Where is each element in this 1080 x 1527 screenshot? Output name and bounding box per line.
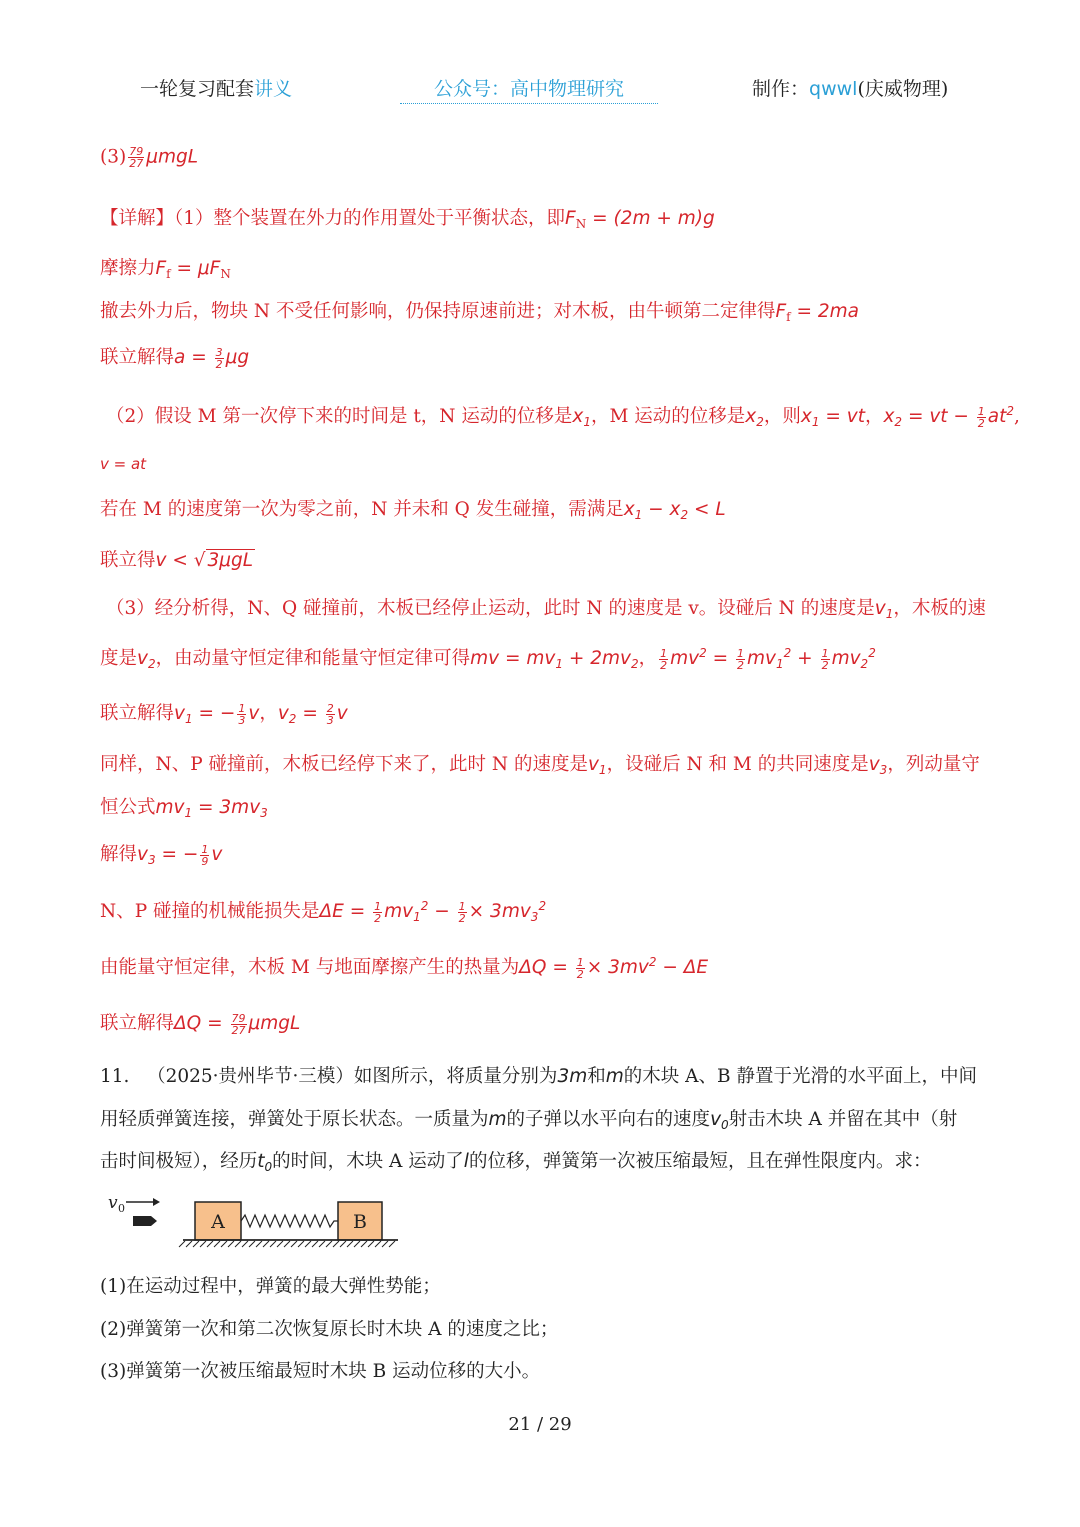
spring-block-diagram xyxy=(105,1192,405,1256)
hatch-mark xyxy=(263,1241,269,1247)
p3-e: 恒公式 xyxy=(100,797,156,818)
detail-l3-math2: = 2ma xyxy=(790,301,859,322)
detail-l2-text: 摩擦力 xyxy=(100,258,156,279)
header-left-suffix: 讲义 xyxy=(254,78,293,100)
detail-l1-sub: N xyxy=(575,217,587,231)
hatch-mark xyxy=(179,1241,185,1247)
detail-line-2 xyxy=(100,254,231,281)
hatch-mark xyxy=(361,1241,367,1247)
hatch-mark xyxy=(284,1241,290,1247)
header-right-brand: qwwl xyxy=(809,78,858,100)
part3-line-3: 联立解得$v_1$ = − $\frac{1}{3}$ v，$v_2$ = $\frac{2}{3}$ v xyxy=(100,701,348,727)
hatch-mark xyxy=(298,1241,304,1247)
arrow-head-icon xyxy=(153,1198,160,1206)
detail-line-4 xyxy=(100,343,249,370)
p2-c: ，则 xyxy=(763,406,801,427)
q2a: 用轻质弹簧连接，弹簧处于原长状态。一质量为 xyxy=(100,1109,489,1130)
part2-line-3: 若在 M 的速度第一次为零之前，N 并未和 Q 发生碰撞，需满足$x_1 - x_2 < L$ xyxy=(100,499,726,522)
hatch-mark xyxy=(214,1241,220,1247)
p2-f: 若在 M 的速度第一次为零之前，N 并未和 Q 发生碰撞，需满足 xyxy=(100,499,624,520)
hatch-mark xyxy=(235,1241,241,1247)
q1c: 的木块 A、B 静置于光滑的水平面上，中间 xyxy=(623,1066,977,1087)
hatch-mark xyxy=(319,1241,325,1247)
hatch-mark xyxy=(200,1241,206,1247)
p2-g: 联立得 xyxy=(100,550,156,571)
sub-question-1: (1)在运动过程中，弹簧的最大弹性势能； xyxy=(100,1276,441,1297)
hatch-mark xyxy=(291,1241,297,1247)
q1b: 和 xyxy=(587,1066,606,1087)
p3-b2: ，由动量守恒定律和能量守恒定律可得 xyxy=(155,648,471,669)
detail-l1-text: （1）整个装置在外力的作用置处于平衡状态，即 xyxy=(174,208,566,229)
frac-den: 27 xyxy=(129,157,144,170)
part2-line-2 xyxy=(100,455,146,473)
answer-3-fraction xyxy=(128,146,144,169)
hatch-mark xyxy=(228,1241,234,1247)
question-source: （2025·贵州毕节·三模）如图所示，将质量分别为 xyxy=(147,1066,558,1087)
answer-3-label: (3) xyxy=(100,146,127,168)
header-middle: 公众号：高中物理研究 xyxy=(400,74,658,104)
hatch-mark xyxy=(312,1241,318,1247)
hatch-mark xyxy=(347,1241,353,1247)
hatch-mark xyxy=(193,1241,199,1247)
p2-b: ，M 运动的位移是 xyxy=(590,406,746,427)
p3-b: 度是 xyxy=(100,648,138,669)
hatch-mark xyxy=(270,1241,276,1247)
frac-den: 2 xyxy=(215,357,223,371)
hatch-mark xyxy=(368,1241,374,1247)
detail-l4-math: a = xyxy=(174,347,213,368)
q3c: 的位移，弹簧第一次被压缩最短，且在弹性限度内。求： xyxy=(468,1151,932,1172)
p3-d: 同样，N、P 碰撞前，木板已经停下来了，此时 N 的速度是 xyxy=(100,754,588,775)
bullet-icon xyxy=(133,1216,157,1226)
question-line-1: 11. （2025·贵州毕节·三模）如图所示，将质量分别为3m和m的木块 A、B 静置于光滑的水平面上，中间 xyxy=(100,1066,977,1087)
block-b-label: B xyxy=(353,1211,367,1233)
q3b: 的时间，木块 A 运动了 xyxy=(272,1151,464,1172)
hatch-mark xyxy=(333,1241,339,1247)
velocity-label: v xyxy=(108,1193,118,1213)
detail-line-3 xyxy=(100,297,859,324)
hatch-mark xyxy=(249,1241,255,1247)
part2-line-1: （2）假设 M 第一次停下来的时间是 t，N 运动的位移是$x_1$，M 运动的位移是$x_2$，则$x_1$ = vt，$x_2$ = vt − $\frac{1}{2}$ $at^2$, xyxy=(106,404,1020,430)
header-right-suffix: (庆威物理) xyxy=(857,78,949,100)
block-a-label: A xyxy=(211,1211,225,1233)
detail-l3-sub: f xyxy=(786,310,791,324)
answer-3-expr: μmgL xyxy=(146,146,199,168)
hatch-mark xyxy=(256,1241,262,1247)
header-left-prefix: 一轮复习配套 xyxy=(140,78,255,100)
hatch-mark xyxy=(277,1241,283,1247)
part3-line-2: 度是$v_2$，由动量守恒定律和能量守恒定律可得mv = $mv_1 + 2mv_2$， $\frac{1}{2}$ $mv^2$ = $\frac{1}{2}$ $mv_1^2$ + $\frac{1}{2}$ $mv_2^2$ xyxy=(100,646,876,672)
detail-l2-math: F xyxy=(155,258,167,279)
header-left xyxy=(140,74,292,101)
p3-c: 联立解得 xyxy=(100,703,175,724)
sub-question-2: (2)弹簧第一次和第二次恢复原长时木块 A 的速度之比； xyxy=(100,1319,559,1340)
detail-l1-math2: = (2m + m)g xyxy=(586,208,715,229)
hatch-mark xyxy=(186,1241,192,1247)
detail-tag: 【详解】 xyxy=(100,208,175,229)
detail-l2-math2: = μF xyxy=(170,258,221,279)
answer-3 xyxy=(100,146,198,169)
p2-e: v = at xyxy=(100,455,147,473)
hatch-mark xyxy=(221,1241,227,1247)
p3-i: 联立解得 xyxy=(100,1013,175,1034)
detail-l2-sub2: N xyxy=(220,267,231,281)
part3-line-8: 由能量守恒定律，木板 M 与地面摩擦产生的热量为ΔQ = $\frac{1}{2}$ × $3mv^2 - \Delta E$ xyxy=(100,955,709,981)
p3-g: N、P 碰撞的机械能损失是 xyxy=(100,901,320,922)
q3a: 击时间极短），经历 xyxy=(100,1151,258,1172)
p3-d2: ，设碰后 N 和 M 的共同速度是 xyxy=(606,754,869,775)
hatch-mark xyxy=(242,1241,248,1247)
detail-line-1 xyxy=(100,204,715,231)
detail-l4-math2: μg xyxy=(225,347,250,368)
detail-l4-text: 联立解得 xyxy=(100,347,175,368)
hatch-mark xyxy=(382,1241,388,1247)
detail-l2-sub: f xyxy=(166,267,171,281)
part3-line-1: （3）经分析得，N、Q 碰撞前，木板已经停止运动，此时 N 的速度是 v。设碰后 N 的速度是$v_1$，木板的速 xyxy=(106,598,986,621)
hatch-mark xyxy=(340,1241,346,1247)
p3-h: 由能量守恒定律，木板 M 与地面摩擦产生的热量为 xyxy=(100,957,520,978)
page-number: 21 / 29 xyxy=(508,1414,572,1435)
hatch-mark xyxy=(389,1241,395,1247)
detail-l1-math: F xyxy=(565,208,576,229)
hatch-mark xyxy=(305,1241,311,1247)
part2-line-4: 联立得v < √ 3μgL xyxy=(100,550,254,571)
header-right-prefix: 制作： xyxy=(752,78,810,100)
hatch-mark xyxy=(375,1241,381,1247)
q2b: 的子弹以水平向右的速度 xyxy=(506,1109,711,1130)
question-number: 11. xyxy=(100,1066,130,1087)
part3-line-9: 联立解得ΔQ = $\frac{79}{27}$ μmgL xyxy=(100,1011,301,1037)
sub-question-3: (3)弹簧第一次被压缩最短时木块 B 运动位移的大小。 xyxy=(100,1361,541,1382)
detail-l3-math: F xyxy=(775,301,787,322)
spring xyxy=(241,1215,338,1227)
p2-a: （2）假设 M 第一次停下来的时间是 t，N 运动的位移是 xyxy=(106,406,573,427)
part3-line-4: 同样，N、P 碰撞前，木板已经停下来了，此时 N 的速度是$v_1$，设碰后 N 和 M 的共同速度是$v_3$，列动量守 xyxy=(100,754,980,777)
p3-a: （3）经分析得，N、Q 碰撞前，木板已经停止运动，此时 N 的速度是 v。设碰后 N 的速度是 xyxy=(106,598,875,619)
hatch-mark xyxy=(207,1241,213,1247)
header-right xyxy=(752,74,948,101)
question-line-3: 击时间极短），经历$t_0$的时间，木块 A 运动了l的位移，弹簧第一次被压缩最短，且在弹性限度内。求： xyxy=(100,1151,932,1174)
detail-l3-text: 撤去外力后，物块 N 不受任何影响，仍保持原速前进；对木板，由牛顿第二定律得 xyxy=(100,301,776,322)
hatch-mark xyxy=(354,1241,360,1247)
part3-line-6: 解得$v_3$ = − $\frac{1}{9}$ v xyxy=(100,842,223,868)
part3-line-5: 恒公式$mv_1 = 3mv_3$ xyxy=(100,797,268,820)
part3-line-7: N、P 碰撞的机械能损失是ΔE = $\frac{1}{2}$ $mv_1^2$ − $\frac{1}{2}$ × $3mv_3^2$ xyxy=(100,899,547,925)
velocity-subscript: 0 xyxy=(118,1202,125,1215)
frac-num: 79 xyxy=(129,145,144,158)
p3-f: 解得 xyxy=(100,844,138,865)
p3-a2: ，木板的速 xyxy=(893,598,986,619)
hatch-mark xyxy=(326,1241,332,1247)
question-line-2: 用轻质弹簧连接，弹簧处于原长状态。一质量为m的子弹以水平向右的速度$v_0$射击木块 A 并留在其中（射 xyxy=(100,1109,958,1132)
q2c: 射击木块 A 并留在其中（射 xyxy=(728,1109,958,1130)
frac-num: 3 xyxy=(215,345,223,359)
detail-l4-frac xyxy=(215,347,224,370)
p3-d3: ，列动量守 xyxy=(887,754,980,775)
p2-d: ， xyxy=(864,406,884,427)
ground-hatching xyxy=(179,1241,395,1247)
